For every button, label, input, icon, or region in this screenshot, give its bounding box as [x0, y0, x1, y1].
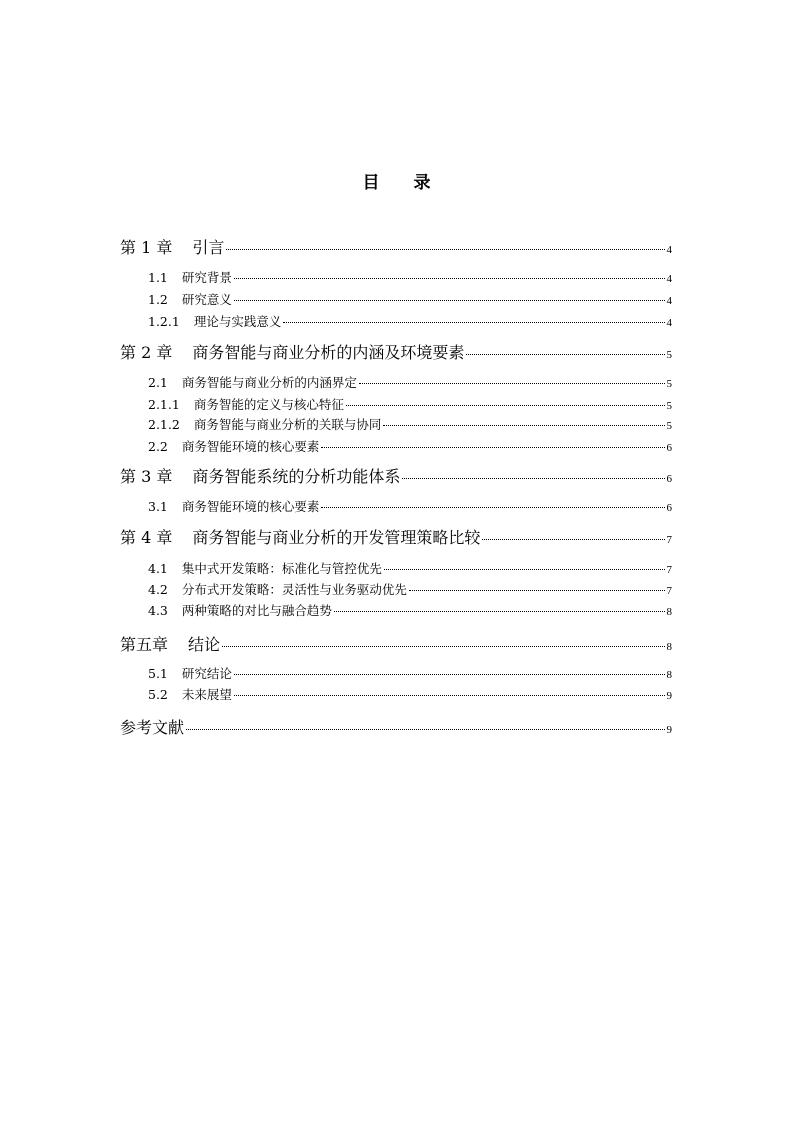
dot-leader: [222, 646, 664, 647]
toc-entry-number: 第五章: [120, 635, 169, 654]
toc-section-4-2[interactable]: [148, 580, 672, 598]
toc-entry-number: 第 3 章: [120, 467, 173, 486]
toc-entry-number: 4.2: [148, 582, 168, 597]
toc-chapter-2[interactable]: [120, 340, 672, 362]
toc-entry-title: 商务智能的定义与核心特征: [193, 397, 344, 412]
toc-title: 目 录: [362, 173, 445, 193]
toc-entry-page: 4: [666, 295, 672, 307]
dot-leader: [334, 611, 665, 612]
toc-chapter-1[interactable]: [120, 235, 672, 257]
toc-entry-page: 8: [666, 606, 672, 618]
toc-entry-title: 商务智能与商业分析的开发管理策略比较: [192, 528, 481, 547]
toc-entry-page: 4: [666, 317, 672, 329]
toc-entry-page: 4: [666, 273, 672, 285]
toc-entry-title: 商务智能与商业分析的关联与协同: [193, 417, 382, 432]
toc-entry-title: 集中式开发策略：标准化与管控优先: [181, 561, 382, 576]
toc-entry-number: 第 1 章: [120, 238, 173, 257]
toc-entry-page: 7: [666, 534, 672, 546]
toc-entry-number: 3.1: [148, 499, 168, 514]
toc-entry-number: 4.1: [148, 561, 168, 576]
dot-leader: [346, 405, 665, 406]
toc-entry-title: 研究意义: [181, 292, 232, 307]
toc-entry-number: 2.2: [148, 439, 168, 454]
toc-section-2-2[interactable]: [148, 437, 672, 455]
dot-leader: [186, 729, 664, 730]
toc-section-5-2[interactable]: [148, 685, 672, 703]
dot-leader: [234, 300, 665, 301]
toc-entry-page: 5: [666, 378, 672, 390]
toc-entry-page: 8: [666, 669, 672, 681]
toc-entry-page: 6: [666, 473, 672, 485]
toc-section-2-1[interactable]: [148, 373, 672, 391]
toc-entry-page: 6: [666, 442, 672, 454]
toc-chapter-4[interactable]: [120, 525, 672, 547]
toc-entry-number: 2.1: [148, 375, 168, 390]
toc-section-3-1[interactable]: [148, 497, 672, 515]
dot-leader: [409, 590, 665, 591]
toc-entry-number: 1.2.1: [148, 314, 180, 329]
toc-entry-title: 引言: [192, 238, 225, 257]
dot-leader: [359, 383, 665, 384]
toc-entry-title: 商务智能与商业分析的内涵及环境要素: [192, 343, 465, 362]
toc-subsection-2-1-1[interactable]: [148, 395, 672, 413]
toc-entry-title: 商务智能系统的分析功能体系: [192, 467, 401, 486]
toc-entry-title: 两种策略的对比与融合趋势: [181, 603, 332, 618]
toc-entry-number: 4.3: [148, 603, 168, 618]
dot-leader: [234, 278, 665, 279]
toc-references[interactable]: [120, 715, 672, 737]
dot-leader: [466, 354, 664, 355]
dot-leader: [482, 539, 664, 540]
toc-section-1-2[interactable]: [148, 290, 672, 308]
toc-entry-title: 未来展望: [181, 687, 232, 702]
toc-entry-number: 1.1: [148, 270, 168, 285]
toc-entry-title: 商务智能环境的核心要素: [181, 439, 320, 454]
dot-leader: [234, 695, 665, 696]
toc-section-4-1[interactable]: [148, 559, 672, 577]
toc-entry-number: 1.2: [148, 292, 168, 307]
toc-section-1-1[interactable]: [148, 268, 672, 286]
toc-entry-number: 2.1.1: [148, 397, 180, 412]
dot-leader: [226, 249, 664, 250]
toc-entry-title: 研究结论: [181, 666, 232, 681]
toc-chapter-5[interactable]: [120, 632, 672, 654]
dot-leader: [283, 322, 664, 323]
toc-entry-title: 分布式开发策略：灵活性与业务驱动优先: [181, 582, 407, 597]
toc-subsection-2-1-2[interactable]: [148, 415, 672, 433]
dot-leader: [321, 447, 664, 448]
toc-entry-page: 9: [666, 690, 672, 702]
toc-entry-page: 5: [666, 400, 672, 412]
toc-entry-number: 2.1.2: [148, 417, 180, 432]
toc-entry-title: 参考文献: [120, 718, 185, 737]
dot-leader: [402, 478, 664, 479]
toc-entry-title: 研究背景: [181, 270, 232, 285]
toc-entry-title: 结论: [188, 635, 221, 654]
toc-entry-number: 第 2 章: [120, 343, 173, 362]
toc-entry-title: 商务智能环境的核心要素: [181, 499, 320, 514]
toc-entry-page: 6: [666, 502, 672, 514]
toc-entry-title: 商务智能与商业分析的内涵界定: [181, 375, 357, 390]
toc-chapter-3[interactable]: [120, 464, 672, 486]
toc-section-4-3[interactable]: [148, 601, 672, 619]
toc-entry-title: 理论与实践意义: [193, 314, 282, 329]
dot-leader: [383, 425, 664, 426]
toc-entry-page: 5: [666, 420, 672, 432]
toc-entry-page: 8: [666, 641, 672, 653]
toc-entry-page: 9: [666, 724, 672, 736]
toc-entry-number: 5.2: [148, 687, 168, 702]
toc-entry-page: 4: [666, 244, 672, 256]
dot-leader: [384, 569, 665, 570]
toc-entry-page: 5: [666, 349, 672, 361]
dot-leader: [321, 507, 664, 508]
toc-section-5-1[interactable]: [148, 664, 672, 682]
toc-subsection-1-2-1[interactable]: [148, 312, 672, 330]
toc-entry-page: 7: [666, 585, 672, 597]
dot-leader: [234, 674, 665, 675]
toc-entry-number: 第 4 章: [120, 528, 173, 547]
toc-entry-number: 5.1: [148, 666, 168, 681]
toc-entry-page: 7: [666, 564, 672, 576]
